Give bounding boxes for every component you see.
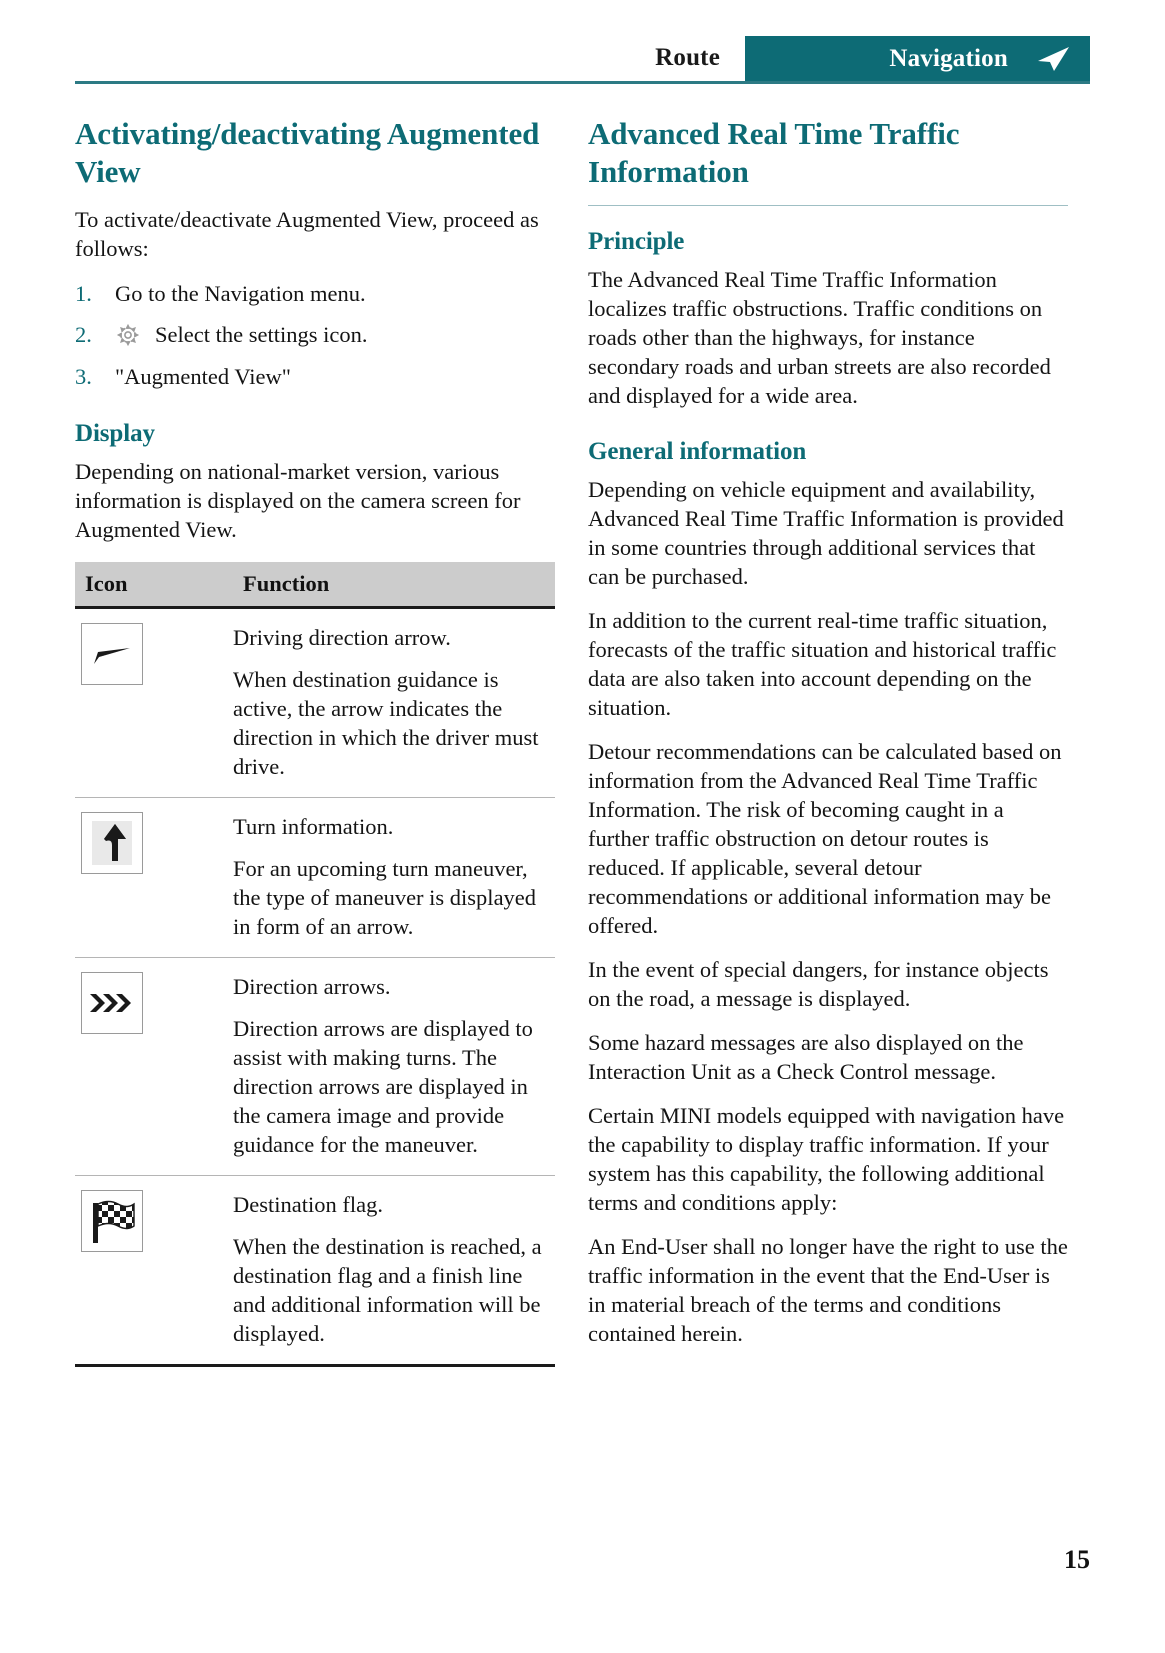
table-cell-function [233,607,555,797]
header-rule [75,81,1090,84]
paragraph: An End-User shall no longer have the right to use the traffic information in the event that the End-User is in material breach of the terms and conditions contained herein. [588,1234,1068,1347]
function-body: For an upcoming turn maneuver, the type of maneuver is displayed in form of an arrow. [233,855,537,939]
paragraph: Depending on vehicle equipment and availability, Advanced Real Time Traffic Information is provided in some countries through additional services that can be purchased. [588,476,1064,589]
header-navigation-label: Navigation [889,45,1008,72]
table-row [75,797,555,957]
right-column-title: Advanced Real Time Traffic Information [588,115,1068,206]
paragraph: In the event of special dangers, for instance objects on the road, a message is displayed. [588,956,1049,1011]
step-text-label: Select the settings icon. [155,322,368,348]
left-column-title: Activating/deactivating Augmented View [75,116,540,189]
function-body: When the destination is reached, a destination flag and a finish line and additional information will be displayed. [233,1234,542,1347]
left-column [75,115,555,1367]
table-cell-function [233,1176,555,1366]
paragraph: Certain MINI models equipped with navigation have the capability to display traffic information. If your system has this capability, the following additional terms and conditions apply: [588,1103,1065,1216]
principle-heading: Principle [588,227,685,255]
driving-direction-arrow-icon [81,623,143,685]
function-lead: Driving direction arrow. [233,624,451,650]
list-item [75,362,555,392]
table-cell-icon [75,797,233,957]
table-cell-function [233,957,555,1175]
table-cell-icon [75,1176,233,1366]
page-header [0,36,1165,82]
list-item [75,320,555,350]
table-cell-icon [75,957,233,1175]
paragraph: In addition to the current real-time traffic situation, forecasts of the traffic situation and historical traffic data are also taken into account depending on the situation. [588,607,1057,720]
display-intro-paragraph: Depending on national-market version, various information is displayed on the camera screen for Augmented View. [75,458,521,542]
activation-steps-list [75,279,555,392]
table-cell-function [233,797,555,957]
step-number: 3. [75,364,92,390]
table-header-row [75,562,555,608]
navigation-arrow-icon [1032,44,1072,74]
table-row [75,607,555,797]
table-row [75,1176,555,1366]
function-body: When destination guidance is active, the arrow indicates the direction in which the driver must drive. [233,666,539,779]
column-header-function: Function [233,562,555,608]
list-item [75,279,555,309]
display-heading: Display [75,419,155,447]
function-lead: Turn information. [233,813,394,839]
right-column [588,115,1068,1348]
step-number: 2. [75,322,92,348]
direction-chevrons-icon [81,972,143,1034]
function-lead: Direction arrows. [233,973,391,999]
column-header-icon: Icon [75,562,233,608]
step-number: 1. [75,280,92,306]
table-row [75,957,555,1175]
function-body: Direction arrows are displayed to assist with making turns. The direction arrows are displayed in the camera image and provide guidance for the maneuver. [233,1015,533,1157]
paragraph: The Advanced Real Time Traffic Information localizes traffic obstructions. Traffic conditions on roads other than the highways, for instance secondary roads and urban streets are also recorded and displayed for a wide area. [588,266,1051,408]
turn-arrow-icon [81,812,143,874]
page-number: 15 [1064,1545,1090,1574]
header-navigation-band [745,36,1090,82]
general-information-heading: General information [588,437,807,465]
function-lead: Destination flag. [233,1192,383,1217]
checkered-flag-icon [81,1190,143,1252]
left-intro-paragraph: To activate/deactivate Augmented View, proceed as follows: [75,206,539,261]
icon-function-table [75,562,555,1367]
step-text: "Augmented View" [115,364,291,390]
gear-icon [115,322,141,348]
header-route-label: Route [655,44,720,71]
table-cell-icon [75,607,233,797]
paragraph: Detour recommendations can be calculated based on information from the Advanced Real Time Traffic Information. The risk of becoming caught in a further traffic obstruction on detour routes is reduced. If applicable, several detour recommendations or additional information may be offered. [588,738,1062,938]
paragraph: Some hazard messages are also displayed on the Interaction Unit as a Check Control message. [588,1029,1024,1084]
step-text: Go to the Navigation menu. [115,280,366,306]
